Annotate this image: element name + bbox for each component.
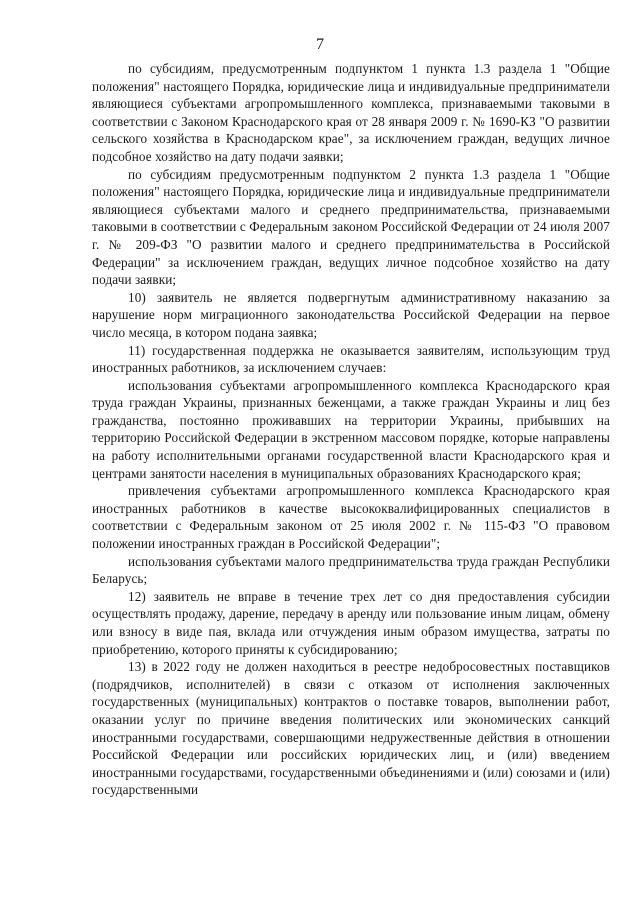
paragraph-ukraine-workers: использования субъектами агропромышленного комплекса Краснодарского края труда граждан Украины, признанных беженцами, а также граждан Украины и лиц без гражданства, постоянно проживавших на территории Украины, прибывших на территорию Российской Федерации в экстренном массовом порядке, которые направлены на работу исполнительными органами государственной власти Краснодарского края и центрами занятости населения в муниципальных образованиях Краснодарского края; [92, 377, 610, 481]
page-number: 7 [316, 36, 324, 53]
paragraph-qualified-specialists: привлечения субъектами агропромышленного комплекса Краснодарского края иностранных работников в качестве высококвалифицированных специалистов в соответствии с Федеральным законом от 25 июля 2002 г. № 115-ФЗ "О правовом положении иностранных граждан в Российской Федерации"; [92, 483, 610, 552]
paragraph-belarus-workers: использования субъектами малого предпринимательства труда граждан Республики Беларусь; [92, 553, 610, 587]
paragraph-item-11: 11) государственная поддержка не оказывается заявителям, использующим труд иностранных работников, за исключением случаев: [92, 342, 610, 376]
paragraph-item-13: 13) в 2022 году не должен находиться в реестре недобросовестных поставщиков (подрядчиков, исполнителей) в связи с отказом от исполнения заключенных государственных (муниципальных) контрактов о поставке товаров, выполнении работ, оказании услуг по причине введения политических или экономических санкций иностранными государствами, совершающими недружественные действия в отношении Российской Федерации или российских юридических лиц, и (или) введением иностранными государствами, государственными объединениями и (или) союзами и (или) государственными [92, 659, 610, 798]
paragraph-subsidy-subpoint-1: по субсидиям, предусмотренным подпунктом 1 пункта 1.3 раздела 1 "Общие положения" настоящего Порядка, юридические лица и индивидуальные предприниматели являющиеся субъектами агропромышленного комплекса, признаваемыми таковыми в соответствии с Законом Краснодарского края от 28 января 2009 г. № 1690-КЗ "О развитии сельского хозяйства в Краснодарском крае", за исключением граждан, ведущих личное подсобное хозяйство на дату подачи заявки; [92, 61, 610, 164]
paragraph-subsidy-subpoint-2: по субсидиям предусмотренным подпунктом 2 пункта 1.3 раздела 1 "Общие положения" настоящего Порядка, юридические лица и индивидуальные предприниматели являющиеся субъектами малого и среднего предпринимательства, признаваемыми таковыми в соответствии с Федеральным законом Российской Федерации от 24 июля 2007 г. № 209-ФЗ "О развитии малого и среднего предпринимательства в Российской Федерации" за исключением граждан, ведущих личное подсобное хозяйство на дату подачи заявки; [92, 166, 610, 288]
paragraph-item-10: 10) заявитель не является подвергнутым административному наказанию за нарушение норм миграционного законодательства Российской Федерации на первое число месяца, в котором подана заявка; [92, 289, 610, 340]
paragraph-item-12: 12) заявитель не вправе в течение трех лет со дня предоставления субсидии осуществлять продажу, дарение, передачу в аренду или пользование иным лицам, обмену или взносу в виде пая, вклада или отчуждения иным образом имущества, затраты по приобретению, которого приняты к субсидированию; [92, 588, 610, 657]
